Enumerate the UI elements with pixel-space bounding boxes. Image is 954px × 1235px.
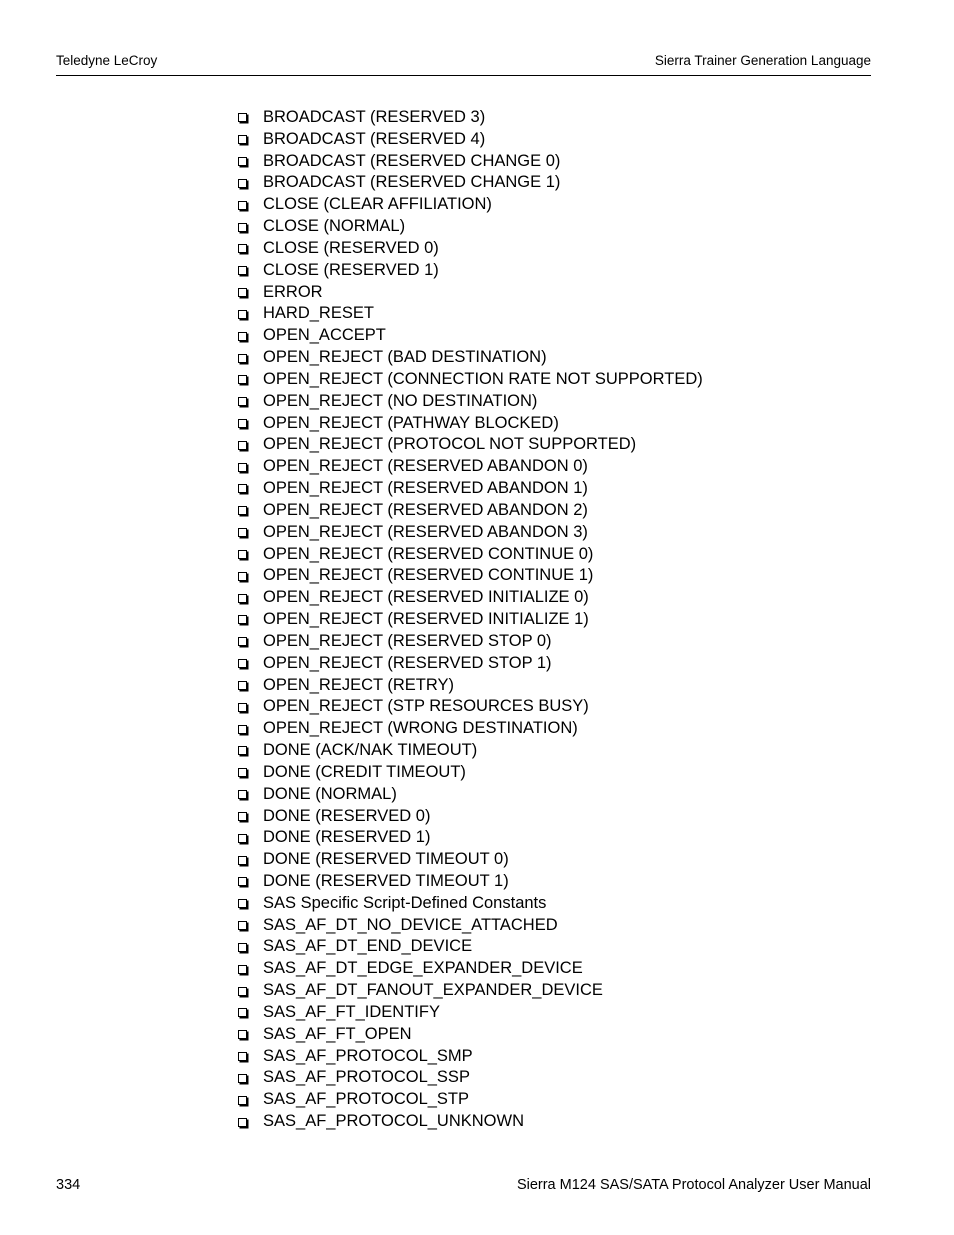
list-item-text: DONE (RESERVED 1) <box>263 828 431 847</box>
list-item-text: SAS Specific Script-Defined Constants <box>263 893 547 912</box>
checkbox-bullet-icon <box>238 1052 247 1061</box>
list-item <box>237 980 703 1002</box>
checkbox-bullet-icon <box>238 987 247 996</box>
list-item-text: SAS_AF_DT_NO_DEVICE_ATTACHED <box>263 915 558 934</box>
list-item <box>237 1089 703 1111</box>
checkbox-bullet-icon <box>238 332 247 341</box>
list-item-text: OPEN_REJECT (RESERVED ABANDON 2) <box>263 500 588 519</box>
list-item <box>237 587 703 609</box>
list-item-text: OPEN_REJECT (RETRY) <box>263 675 455 694</box>
list-item-text: SAS_AF_PROTOCOL_SMP <box>263 1046 473 1065</box>
list-item-text: OPEN_REJECT (RESERVED CONTINUE 0) <box>263 544 594 563</box>
list-item <box>237 456 703 478</box>
checkbox-bullet-icon <box>238 746 247 755</box>
checkbox-bullet-icon <box>238 637 247 646</box>
list-item-text: OPEN_ACCEPT <box>263 326 386 345</box>
list-item-text: DONE (ACK/NAK TIMEOUT) <box>263 741 478 760</box>
list-item <box>237 827 703 849</box>
list-item <box>237 1002 703 1024</box>
list-item-text: SAS_AF_DT_FANOUT_EXPANDER_DEVICE <box>263 981 603 1000</box>
page-header <box>56 53 871 76</box>
list-item <box>237 893 703 915</box>
list-item <box>237 631 703 653</box>
list-item-text: SAS_AF_PROTOCOL_STP <box>263 1090 470 1109</box>
checkbox-bullet-icon <box>238 572 247 581</box>
list-item-text: SAS_AF_PROTOCOL_SSP <box>263 1068 470 1087</box>
checkbox-bullet-icon <box>238 594 247 603</box>
header-company: Teledyne LeCroy <box>56 53 158 68</box>
list-item-text: OPEN_REJECT (CONNECTION RATE NOT SUPPORTED) <box>263 369 703 388</box>
list-item-text: OPEN_REJECT (RESERVED ABANDON 0) <box>263 457 588 476</box>
list-item <box>237 260 703 282</box>
list-item-text: ERROR <box>263 282 323 301</box>
constants-list <box>237 107 703 1133</box>
list-item-text: OPEN_REJECT (WRONG DESTINATION) <box>263 719 578 738</box>
checkbox-bullet-icon <box>238 288 247 297</box>
list-item-text: SAS_AF_FT_OPEN <box>263 1024 412 1043</box>
list-item-text: OPEN_REJECT (RESERVED ABANDON 1) <box>263 479 588 498</box>
list-item <box>237 915 703 937</box>
list-item-text: OPEN_REJECT (RESERVED CONTINUE 1) <box>263 566 594 585</box>
list-item-text: OPEN_REJECT (PROTOCOL NOT SUPPORTED) <box>263 435 637 454</box>
checkbox-bullet-icon <box>238 441 247 450</box>
list-item <box>237 718 703 740</box>
list-item <box>237 325 703 347</box>
list-item <box>237 500 703 522</box>
checkbox-bullet-icon <box>238 812 247 821</box>
list-item-text: DONE (RESERVED TIMEOUT 1) <box>263 871 509 890</box>
list-item <box>237 565 703 587</box>
list-item-text: OPEN_REJECT (RESERVED STOP 0) <box>263 631 552 650</box>
checkbox-bullet-icon <box>238 266 247 275</box>
checkbox-bullet-icon <box>238 877 247 886</box>
checkbox-bullet-icon <box>238 1118 247 1127</box>
list-item-text: SAS_AF_PROTOCOL_UNKNOWN <box>263 1112 525 1131</box>
list-item-text: BROADCAST (RESERVED 3) <box>263 108 486 126</box>
list-item-text: DONE (CREDIT TIMEOUT) <box>263 762 466 781</box>
checkbox-bullet-icon <box>238 550 247 559</box>
list-item-text: DONE (NORMAL) <box>263 784 397 803</box>
list-item-text: CLOSE (RESERVED 0) <box>263 238 439 257</box>
checkbox-bullet-icon <box>238 681 247 690</box>
checkbox-bullet-icon <box>238 375 247 384</box>
list-item <box>237 172 703 194</box>
list-item <box>237 806 703 828</box>
list-item-text: BROADCAST (RESERVED CHANGE 1) <box>263 173 561 192</box>
list-item <box>237 391 703 413</box>
list-item-text: DONE (RESERVED 0) <box>263 806 431 825</box>
checkbox-bullet-icon <box>238 135 247 144</box>
list-item-text: OPEN_REJECT (NO DESTINATION) <box>263 391 538 410</box>
checkbox-bullet-icon <box>238 703 247 712</box>
list-item <box>237 194 703 216</box>
list-item-text: OPEN_REJECT (RESERVED INITIALIZE 0) <box>263 588 589 607</box>
list-item <box>237 347 703 369</box>
list-item <box>237 151 703 173</box>
list-item-text: OPEN_REJECT (BAD DESTINATION) <box>263 348 547 367</box>
checkbox-bullet-icon <box>238 725 247 734</box>
list-item <box>237 936 703 958</box>
list-item <box>237 107 703 129</box>
list-item <box>237 434 703 456</box>
list-item-text: OPEN_REJECT (RESERVED ABANDON 3) <box>263 522 588 541</box>
checkbox-bullet-icon <box>238 463 247 472</box>
checkbox-bullet-icon <box>238 965 247 974</box>
checkbox-bullet-icon <box>238 201 247 210</box>
list-item-text: OPEN_REJECT (STP RESOURCES BUSY) <box>263 697 589 716</box>
checkbox-bullet-icon <box>238 397 247 406</box>
checkbox-bullet-icon <box>238 223 247 232</box>
checkbox-bullet-icon <box>238 943 247 952</box>
list-item <box>237 282 703 304</box>
list-item-text: OPEN_REJECT (PATHWAY BLOCKED) <box>263 413 559 432</box>
checkbox-bullet-icon <box>238 615 247 624</box>
checkbox-bullet-icon <box>238 768 247 777</box>
list-item <box>237 696 703 718</box>
checkbox-bullet-icon <box>238 1096 247 1105</box>
list-item-text: OPEN_REJECT (RESERVED INITIALIZE 1) <box>263 610 589 629</box>
list-item-text: BROADCAST (RESERVED 4) <box>263 129 486 148</box>
checkbox-bullet-icon <box>238 113 247 122</box>
list-item <box>237 303 703 325</box>
list-item-text: SAS_AF_FT_IDENTIFY <box>263 1002 440 1021</box>
list-item <box>237 740 703 762</box>
list-item <box>237 1046 703 1068</box>
checkbox-bullet-icon <box>238 834 247 843</box>
list-item <box>237 871 703 893</box>
list-item <box>237 544 703 566</box>
checkbox-bullet-icon <box>238 419 247 428</box>
checkbox-bullet-icon <box>238 179 247 188</box>
list-item <box>237 522 703 544</box>
list-item-text: SAS_AF_DT_EDGE_EXPANDER_DEVICE <box>263 959 583 978</box>
list-item <box>237 849 703 871</box>
page-number: 334 <box>56 1177 81 1193</box>
list-item <box>237 653 703 675</box>
list-item <box>237 216 703 238</box>
list-item <box>237 238 703 260</box>
checkbox-bullet-icon <box>238 659 247 668</box>
list-item <box>237 762 703 784</box>
checkbox-bullet-icon <box>238 506 247 515</box>
list-item <box>237 1024 703 1046</box>
checkbox-bullet-icon <box>238 310 247 319</box>
list-item-text: SAS_AF_DT_END_DEVICE <box>263 937 473 956</box>
checkbox-bullet-icon <box>238 354 247 363</box>
checkbox-bullet-icon <box>238 528 247 537</box>
list-item-text: CLOSE (NORMAL) <box>263 217 406 236</box>
checkbox-bullet-icon <box>238 157 247 166</box>
list-item-text: DONE (RESERVED TIMEOUT 0) <box>263 850 509 869</box>
list-item-text: CLOSE (CLEAR AFFILIATION) <box>263 195 492 214</box>
checkbox-bullet-icon <box>238 899 247 908</box>
checkbox-bullet-icon <box>238 244 247 253</box>
list-item <box>237 675 703 697</box>
list-item <box>237 1067 703 1089</box>
list-item <box>237 369 703 391</box>
manual-title: Sierra M124 SAS/SATA Protocol Analyzer User Manual <box>516 1177 871 1193</box>
list-item <box>237 1111 703 1133</box>
list-item <box>237 958 703 980</box>
checkbox-bullet-icon <box>238 1030 247 1039</box>
checkbox-bullet-icon <box>238 790 247 799</box>
header-section-title: Sierra Trainer Generation Language <box>654 53 871 68</box>
list-item <box>237 413 703 435</box>
list-item <box>237 478 703 500</box>
list-item-text: OPEN_REJECT (RESERVED STOP 1) <box>263 653 552 672</box>
list-item <box>237 784 703 806</box>
list-item-text: HARD_RESET <box>263 304 374 323</box>
list-item-text: CLOSE (RESERVED 1) <box>263 260 439 279</box>
list-item <box>237 129 703 151</box>
list-item-text: BROADCAST (RESERVED CHANGE 0) <box>263 151 561 170</box>
checkbox-bullet-icon <box>238 921 247 930</box>
checkbox-bullet-icon <box>238 1008 247 1017</box>
checkbox-bullet-icon <box>238 484 247 493</box>
list-item <box>237 609 703 631</box>
checkbox-bullet-icon <box>238 1074 247 1083</box>
checkbox-bullet-icon <box>238 856 247 865</box>
